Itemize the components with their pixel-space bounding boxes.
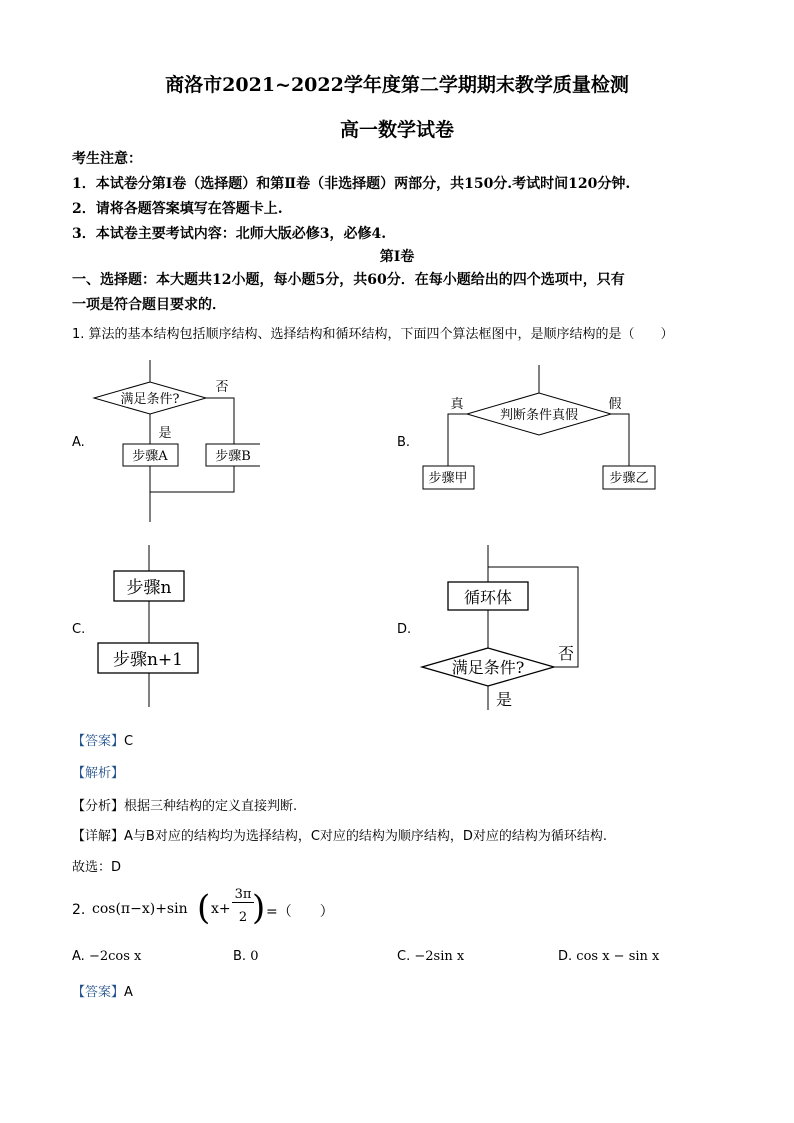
detail-text: A与B对应的结构均为选择结构，C对应的结构为顺序结构，D对应的结构为循环结构. — [124, 829, 608, 844]
q2-answer-value: A — [124, 985, 133, 1000]
q1-detail — [72, 825, 607, 844]
detail-tag: 【详解】 — [72, 829, 125, 844]
q1-analysis-tag: 【解析】 — [72, 766, 125, 781]
a-yes-text: 是 — [158, 426, 172, 441]
answer-value: C — [124, 734, 134, 749]
fenxi-text: 根据三种结构的定义直接判断. — [124, 799, 298, 814]
a-cond-text: 满足条件? — [120, 392, 180, 407]
q1-stem: 1. 算法的基本结构包括顺序结构、选择结构和循环结构，下面四个算法框图中，是顺序结构的是（ ） — [72, 327, 674, 342]
q2-option-b: B. 0 — [233, 949, 259, 964]
c-step1-text: 步骤n — [126, 578, 172, 598]
b-true-text: 真 — [450, 397, 464, 412]
notice-heading: 考生注意： — [72, 151, 142, 167]
q2-paren-left: ( — [197, 888, 211, 928]
a-no-text: 否 — [215, 380, 229, 395]
q2-frac-den: 2 — [238, 910, 248, 925]
notice-item-3: 3．本试卷主要考试内容：北师大版必修3，必修4. — [72, 226, 387, 242]
q2-option-a: A. −2cos x — [72, 949, 142, 964]
q1-flowchart-a — [90, 360, 260, 530]
a-stepB-text: 步骤B — [215, 449, 251, 464]
section-line-1: 一、选择题：本大题共12小题，每小题5分，共60分．在每小题给出的四个选项中，只有 — [72, 272, 625, 288]
notice-item-2: 2．请将各题答案填写在答题卡上. — [72, 201, 283, 217]
q2-expr-left: cos(π−x)+sin — [92, 901, 188, 917]
d-yes-text: 是 — [495, 690, 513, 709]
q2-answer-tag: 【答案】 — [72, 985, 125, 1000]
b-cond-text: 判断条件真假 — [499, 408, 579, 423]
section-line-2: 一项是符合题目要求的． — [72, 297, 226, 313]
b-stepYi-text: 步骤乙 — [609, 471, 649, 486]
q2-expr-x: x+ — [211, 901, 231, 917]
q1-answer — [72, 730, 133, 749]
d-cond-text: 满足条件? — [451, 658, 525, 677]
d-no-text: 否 — [557, 644, 575, 663]
page-title: 商洛市2021~2022学年度第二学期期末教学质量检测 — [165, 74, 629, 96]
q1-option-a-label: A. — [72, 435, 85, 450]
q1-flowchart-d — [418, 545, 588, 715]
q2-num: 2. — [72, 902, 86, 918]
q1-flowchart-c — [94, 545, 214, 710]
q1-option-b-label: B. — [397, 435, 411, 450]
notice-item-1: 1．本试卷分第Ⅰ卷（选择题）和第Ⅱ卷（非选择题）两部分，共150分.考试时间120分钟. — [72, 176, 631, 192]
answer-tag: 【答案】 — [72, 734, 125, 749]
a-stepA-text: 步骤A — [132, 449, 168, 464]
d-body-text: 循环体 — [463, 588, 513, 607]
q2-expr-right: =（ ） — [266, 904, 334, 920]
q1-choose: 故选：D — [72, 860, 122, 875]
q1-option-c-label: C. — [72, 622, 86, 637]
b-stepJia-text: 步骤甲 — [428, 471, 468, 486]
fenxi-tag: 【分析】 — [72, 799, 125, 814]
q1-fenxi — [72, 795, 297, 814]
q2-option-d: D. cos x − sin x — [558, 949, 660, 964]
b-false-text: 假 — [608, 397, 622, 412]
q1-option-d-label: D. — [397, 622, 412, 637]
part1-label: 第Ⅰ卷 — [379, 249, 415, 265]
q1-flowchart-b — [415, 365, 675, 495]
q2-answer — [72, 981, 133, 1000]
q2-frac-num: 3π — [232, 887, 254, 903]
page-subtitle: 高一数学试卷 — [339, 119, 454, 141]
q2-option-c: C. −2sin x — [397, 949, 465, 964]
c-step2-text: 步骤n+1 — [112, 650, 184, 670]
q2-paren-right: ) — [252, 888, 266, 928]
